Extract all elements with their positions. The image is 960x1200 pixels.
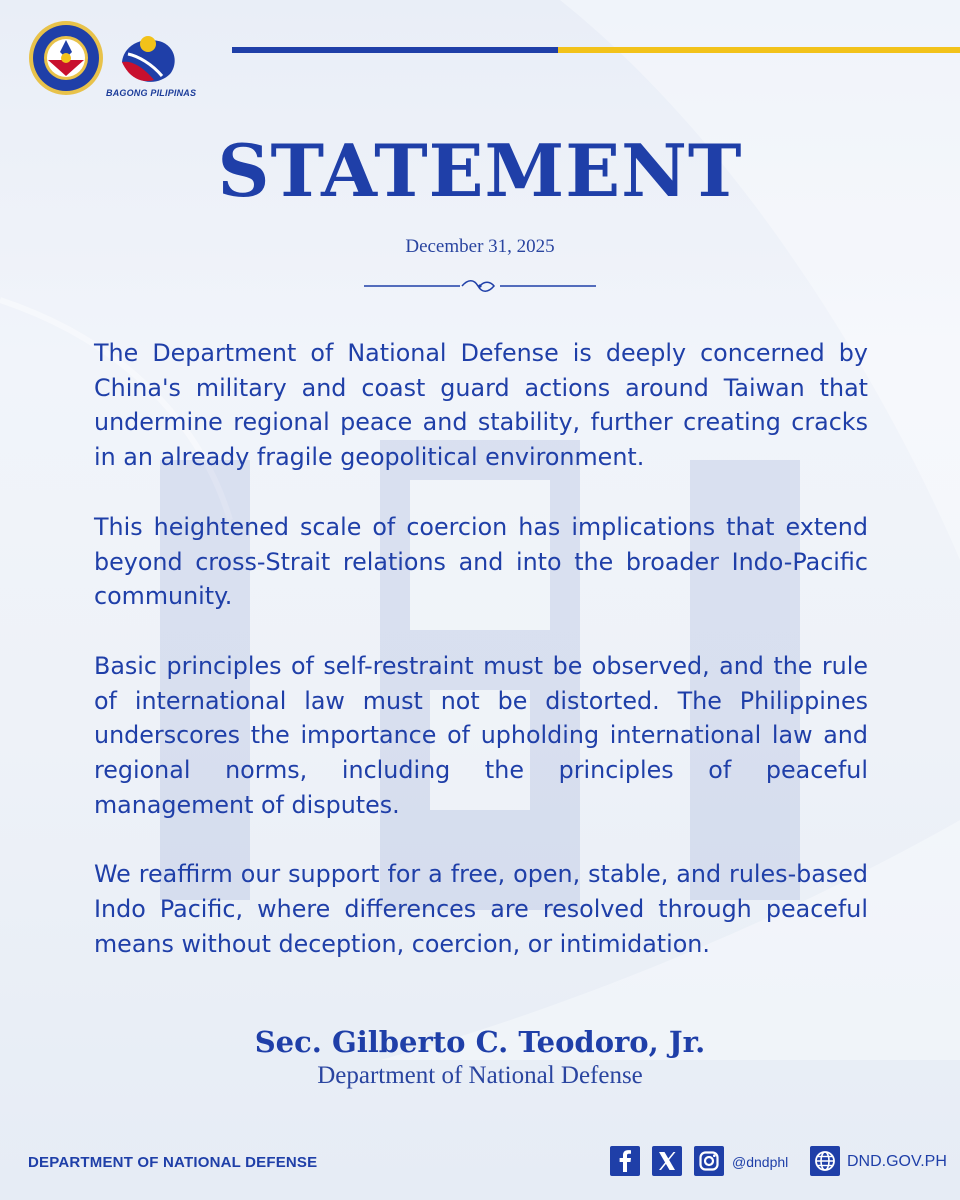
paragraph-4: We reaffirm our support for a free, open, stable, and rules-based Indo Pacific, where differences are resolved through peaceful means without deception, coercion, or intimidation. [94, 860, 868, 958]
instagram-icon[interactable] [694, 1146, 724, 1176]
statement-body [94, 336, 868, 997]
ornamental-divider [364, 277, 596, 295]
dnd-seal-logo [28, 20, 104, 96]
globe-icon[interactable] [810, 1146, 840, 1176]
facebook-icon[interactable] [610, 1146, 640, 1176]
page-title: STATEMENT [217, 128, 743, 213]
statement-date: December 31, 2025 [405, 236, 555, 257]
signatory-title: Department of National Defense [317, 1062, 643, 1089]
x-icon[interactable] [652, 1146, 682, 1176]
header-logos [28, 20, 228, 100]
paragraph-2: This heightened scale of coercion has implications that extend beyond cross-Strait relations and into the broader Indo-Pacific community. [94, 512, 868, 611]
signatory-name: Sec. Gilberto C. Teodoro, Jr. [254, 1025, 706, 1059]
paragraph-3: Basic principles of self-restraint must be observed, and the rule of international law must not be distorted. The Philippines underscores the importance of upholding international law and regional norms, including the principles of peaceful management of disputes. [94, 651, 868, 819]
header-rule-blue [232, 47, 558, 53]
bagong-pilipinas-text: BAGONG PILIPINAS [106, 88, 197, 98]
website-link[interactable]: DND.GOV.PH [847, 1153, 947, 1170]
header-rule-gold [558, 47, 960, 53]
bagong-pilipinas-logo [114, 32, 180, 88]
paragraph-1: The Department of National Defense is deeply concerned by China's military and coast guard actions around Taiwan that undermine regional peace and stability, further creating cracks in an already fragile geopolitical environment. [94, 339, 868, 472]
footer-org-name: DEPARTMENT OF NATIONAL DEFENSE [28, 1154, 318, 1171]
social-handle[interactable]: @dndphl [732, 1154, 789, 1170]
